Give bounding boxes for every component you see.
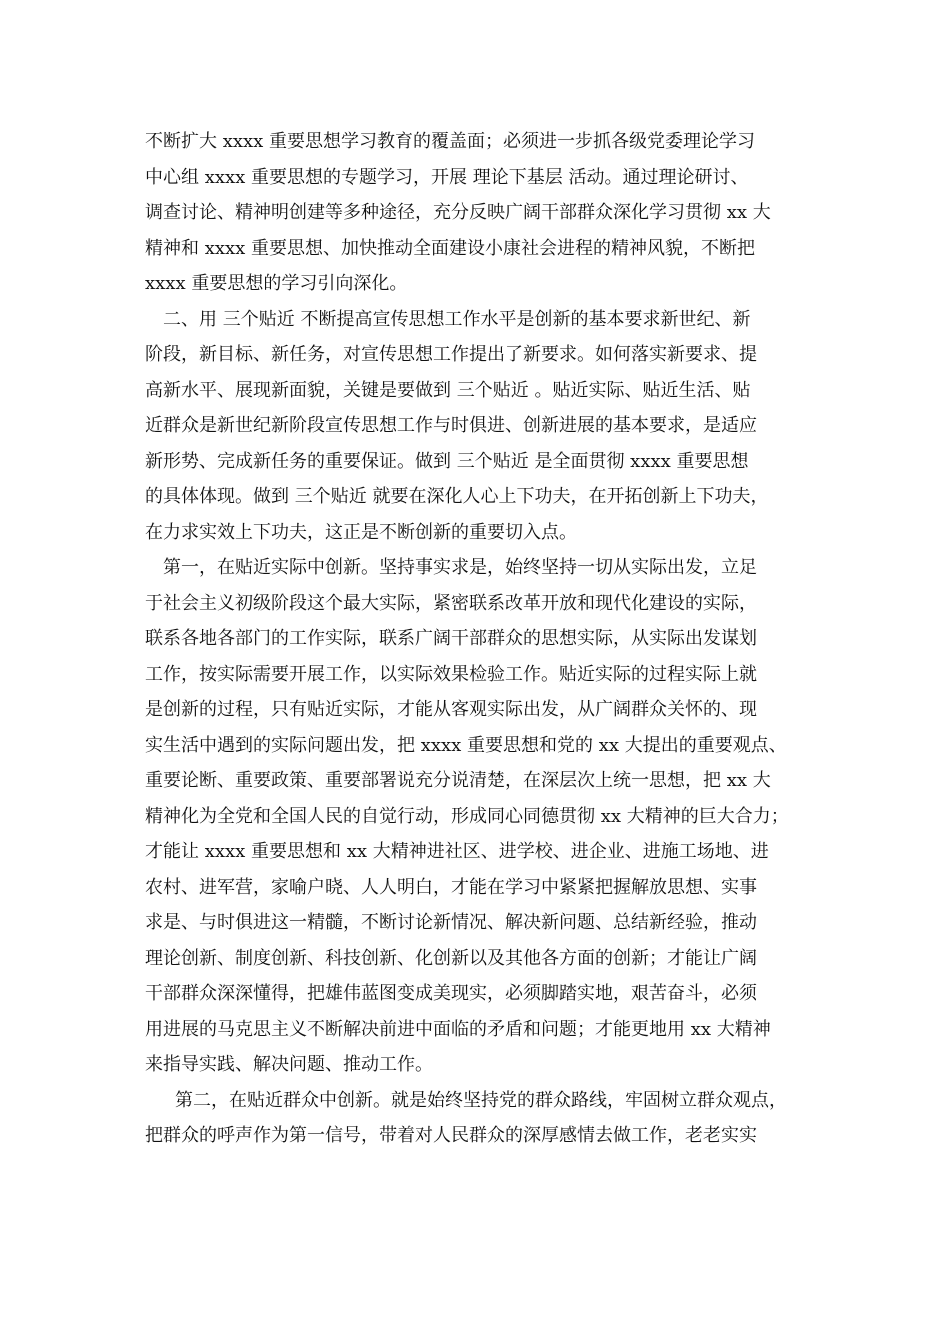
text-line: 在力求实效上下功夫，这正是不断创新的重要切入点。 (145, 521, 577, 543)
text-line: 工作，按实际需要开展工作，以实际效果检验工作。贴近实际的过程实际上就 (145, 663, 757, 685)
text-line: 用进展的马克思主义不断解决前进中面临的矛盾和问题；才能更地用 xx 大精神 (145, 1018, 771, 1040)
text-line: 的具体体现。做到 三个贴近 就要在深化人心上下功夫，在开拓创新上下功夫， (145, 486, 769, 507)
text-line: 精神化为全党和全国人民的自觉行动，形成同心同德贯彻 xx 大精神的巨大合力； (145, 805, 789, 827)
text-line: 联系各地各部门的工作实际，联系广阔干部群众的思想实际，从实际出发谋划 (145, 628, 757, 649)
text-line: 第一，在贴近实际中创新。坚持事实求是，始终坚持一切从实际出发，立足 (163, 557, 757, 578)
text-line: 高新水平、展现新面貌，关键是要做到 三个贴近 。贴近实际、贴近生活、贴 (145, 379, 751, 401)
paragraph (145, 1083, 825, 1154)
text-line: xxxx 重要思想的学习引向深化。 (145, 273, 408, 294)
text-line: 精神和 xxxx 重要思想、加快推动全面建设小康社会进程的精神风貌，不断把 (145, 237, 756, 259)
text-line: 中心组 xxxx 重要思想的专题学习，开展 理论下基层 活动。通过理论研讨、 (145, 166, 749, 188)
text-line: 近群众是新世纪新阶段宣传思想工作与时俱进、创新进展的基本要求，是适应 (145, 415, 757, 436)
text-line: 二、用 三个贴近 不断提高宣传思想工作水平是创新的基本要求新世纪、新 (163, 308, 751, 330)
text-line: 来指导实践、解决问题、推动工作。 (145, 1054, 433, 1075)
text-line: 理论创新、制度创新、科技创新、化创新以及其他各方面的创新；才能让广阔 (145, 947, 757, 969)
text-line: 重要论断、重要政策、重要部署说充分说清楚，在深层次上统一思想，把 xx 大 (145, 770, 771, 791)
text-line: 新形势、完成新任务的重要保证。做到 三个贴近 是全面贯彻 xxxx 重要思想 (145, 450, 749, 472)
text-line: 把群众的呼声作为第一信号，带着对人民群众的深厚感情去做工作，老老实实 (145, 1125, 757, 1146)
text-line: 才能让 xxxx 重要思想和 xx 大精神进社区、进学校、进企业、进施工场地、进 (145, 841, 769, 862)
paragraph (145, 302, 825, 551)
document-body (145, 124, 825, 1154)
text-line: 求是、与时俱进这一精髓，不断讨论新情况、解决新问题、总结新经验，推动 (145, 912, 757, 933)
text-line: 第二，在贴近群众中创新。就是始终坚持党的群众路线，牢固树立群众观点， (175, 1089, 787, 1111)
text-line: 农村、进军营，家喻户晓、人人明白，才能在学习中紧紧把握解放思想、实事 (145, 876, 757, 898)
paragraph (145, 550, 825, 1083)
text-line: 阶段，新目标、新任务，对宣传思想工作提出了新要求。如何落实新要求、提 (145, 344, 757, 365)
text-line: 是创新的过程，只有贴近实际，才能从客观实际出发，从广阔群众关怀的、现 (145, 699, 757, 720)
paragraph (145, 124, 825, 302)
text-line: 调查讨论、精神明创建等多种途径，充分反映广阔干部群众深化学习贯彻 xx 大 (145, 202, 771, 223)
text-line: 于社会主义初级阶段这个最大实际，紧密联系改革开放和现代化建设的实际， (145, 592, 757, 614)
text-line: 不断扩大 xxxx 重要思想学习教育的覆盖面；必须进一步抓各级党委理论学习 (145, 131, 756, 152)
text-line: 干部群众深深懂得，把雄伟蓝图变成美现实，必须脚踏实地，艰苦奋斗，必须 (145, 983, 757, 1004)
text-line: 实生活中遇到的实际问题出发，把 xxxx 重要思想和党的 xx 大提出的重要观点、 (145, 734, 787, 756)
